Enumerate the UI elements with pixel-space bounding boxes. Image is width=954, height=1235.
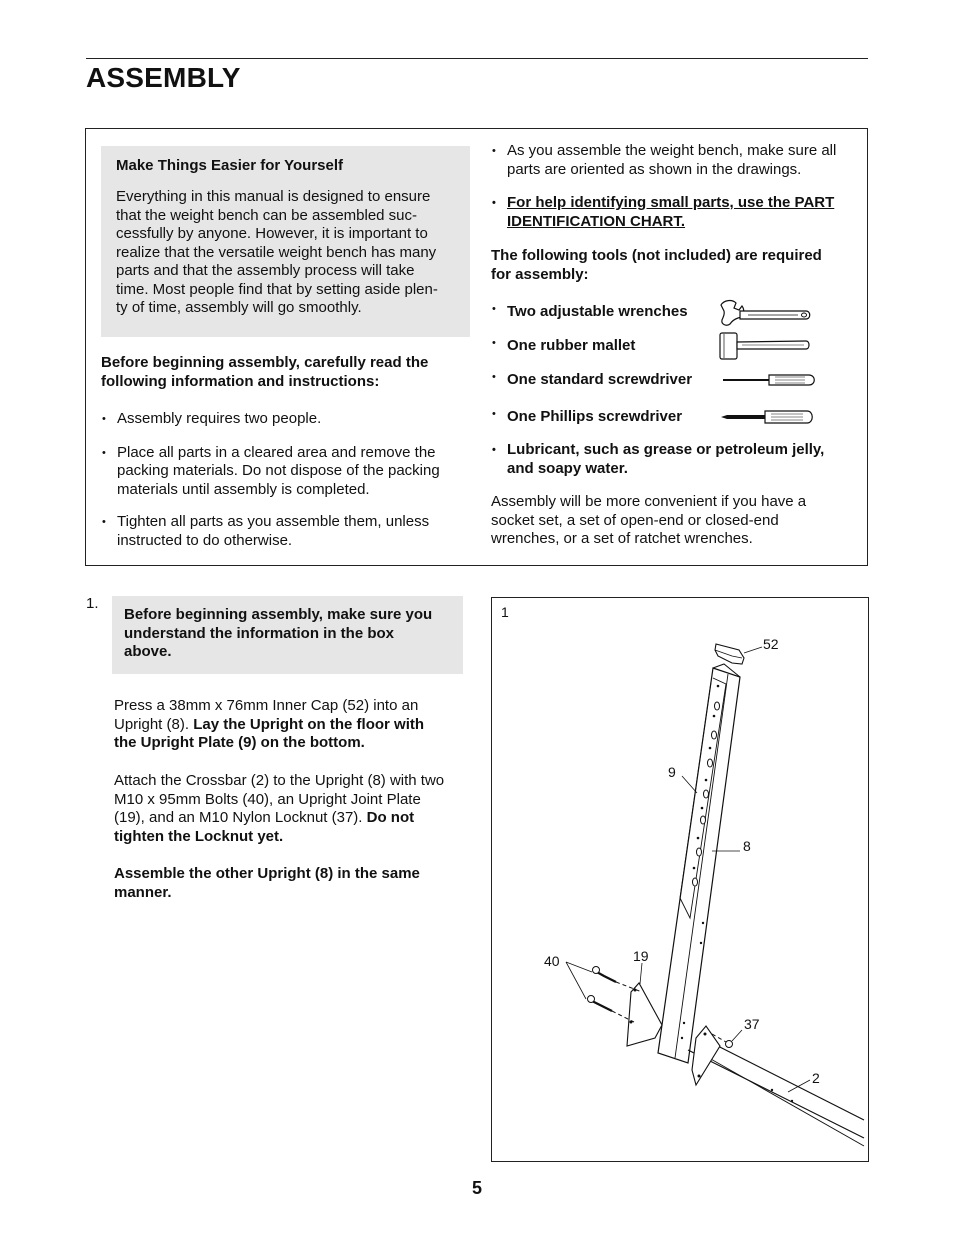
- callout-37: 37: [744, 1016, 760, 1032]
- tool-adjustable-wrenches: • Two adjustable wrenches: [491, 299, 861, 325]
- callout-40: 40: [544, 953, 560, 969]
- assembly-figure: [491, 597, 869, 1162]
- bullet-two-people: • Assembly requires two people.: [101, 410, 471, 429]
- bullet-part-chart: • For help identifying small parts, use the PART IDENTIFICATION CHART.: [491, 194, 861, 231]
- tool-rubber-mallet: • One rubber mallet: [491, 333, 861, 359]
- bullet-cleared-area: • Place all parts in a cleared area and remove the packing materials. Do not dispose of the packing materials until assembly is completed.: [101, 444, 471, 500]
- callout-19: 19: [633, 948, 649, 964]
- step-note-text: Before beginning assembly, make sure you understand the information in the box above.: [124, 606, 433, 660]
- callout-8: 8: [743, 838, 751, 854]
- upright-plate-part: [692, 1026, 720, 1085]
- callout-2: 2: [812, 1070, 820, 1086]
- tool-phillips-screwdriver: • One Phillips screwdriver: [491, 404, 861, 430]
- rubber-mallet-icon: [718, 330, 814, 362]
- page-number: 5: [471, 1178, 482, 1198]
- header-rule: [86, 58, 868, 59]
- left-bullet-list: [101, 410, 471, 550]
- adjustable-wrench-icon: [718, 299, 814, 329]
- tip-heading: Make Things Easier for Yourself: [116, 157, 344, 174]
- callout-52: 52: [763, 636, 779, 652]
- callout-9: 9: [668, 764, 676, 780]
- step-paragraph-1: Press a 38mm x 76mm Inner Cap (52) into an Upright (8). Lay the Upright on the floor with the Upright Plate (9) on the bottom.: [114, 697, 425, 751]
- figure-number: 1: [501, 604, 509, 620]
- step-paragraph-2: Attach the Crossbar (2) to the Upright (8) with two M10 x 95mm Bolts (40), an Upright Joint Plate (19), and an M10 Nylon Locknut (37). Do not tighten the Locknut yet.: [114, 772, 445, 845]
- before-assembly-heading: Before beginning assembly, carefully read the following information and instructions:: [101, 354, 429, 390]
- inner-cap-part: [715, 644, 762, 664]
- tool-standard-screwdriver: • One standard screwdriver: [491, 367, 861, 393]
- page-title: ASSEMBLY: [86, 62, 241, 93]
- tools-heading: The following tools (not included) are required for assembly:: [491, 247, 822, 283]
- tip-text: Everything in this manual is designed to ensure that the weight bench can be assembled suc- cessfully by anyone. However, it is important to realize that the versatile weight bench has many parts and that the assembly process will take time. Most people find that by setting aside plen- ty of time, assembly will go smoothly.: [116, 188, 438, 316]
- upright-part: [658, 664, 740, 1063]
- convenience-note: Assembly will be more convenient if you have a socket set, a set of open-end or closed-end wrenches, or a set of ratchet wrenches.: [491, 493, 807, 547]
- step-number: 1.: [86, 595, 99, 612]
- bullet-lubricant: • Lubricant, such as grease or petroleum jelly, and soapy water.: [491, 441, 861, 478]
- upright-joint-plate-part: [627, 963, 662, 1046]
- right-bullet-list: [491, 142, 861, 231]
- bullet-tighten-parts: • Tighten all parts as you assemble them, unless instructed to do otherwise.: [101, 513, 471, 550]
- step-paragraph-3: Assemble the other Upright (8) in the same manner.: [114, 865, 420, 901]
- phillips-screwdriver-icon: [719, 407, 815, 427]
- bullet-orientation: • As you assemble the weight bench, make sure all parts are oriented as shown in the drawings.: [491, 142, 861, 179]
- standard-screwdriver-icon: [721, 370, 817, 390]
